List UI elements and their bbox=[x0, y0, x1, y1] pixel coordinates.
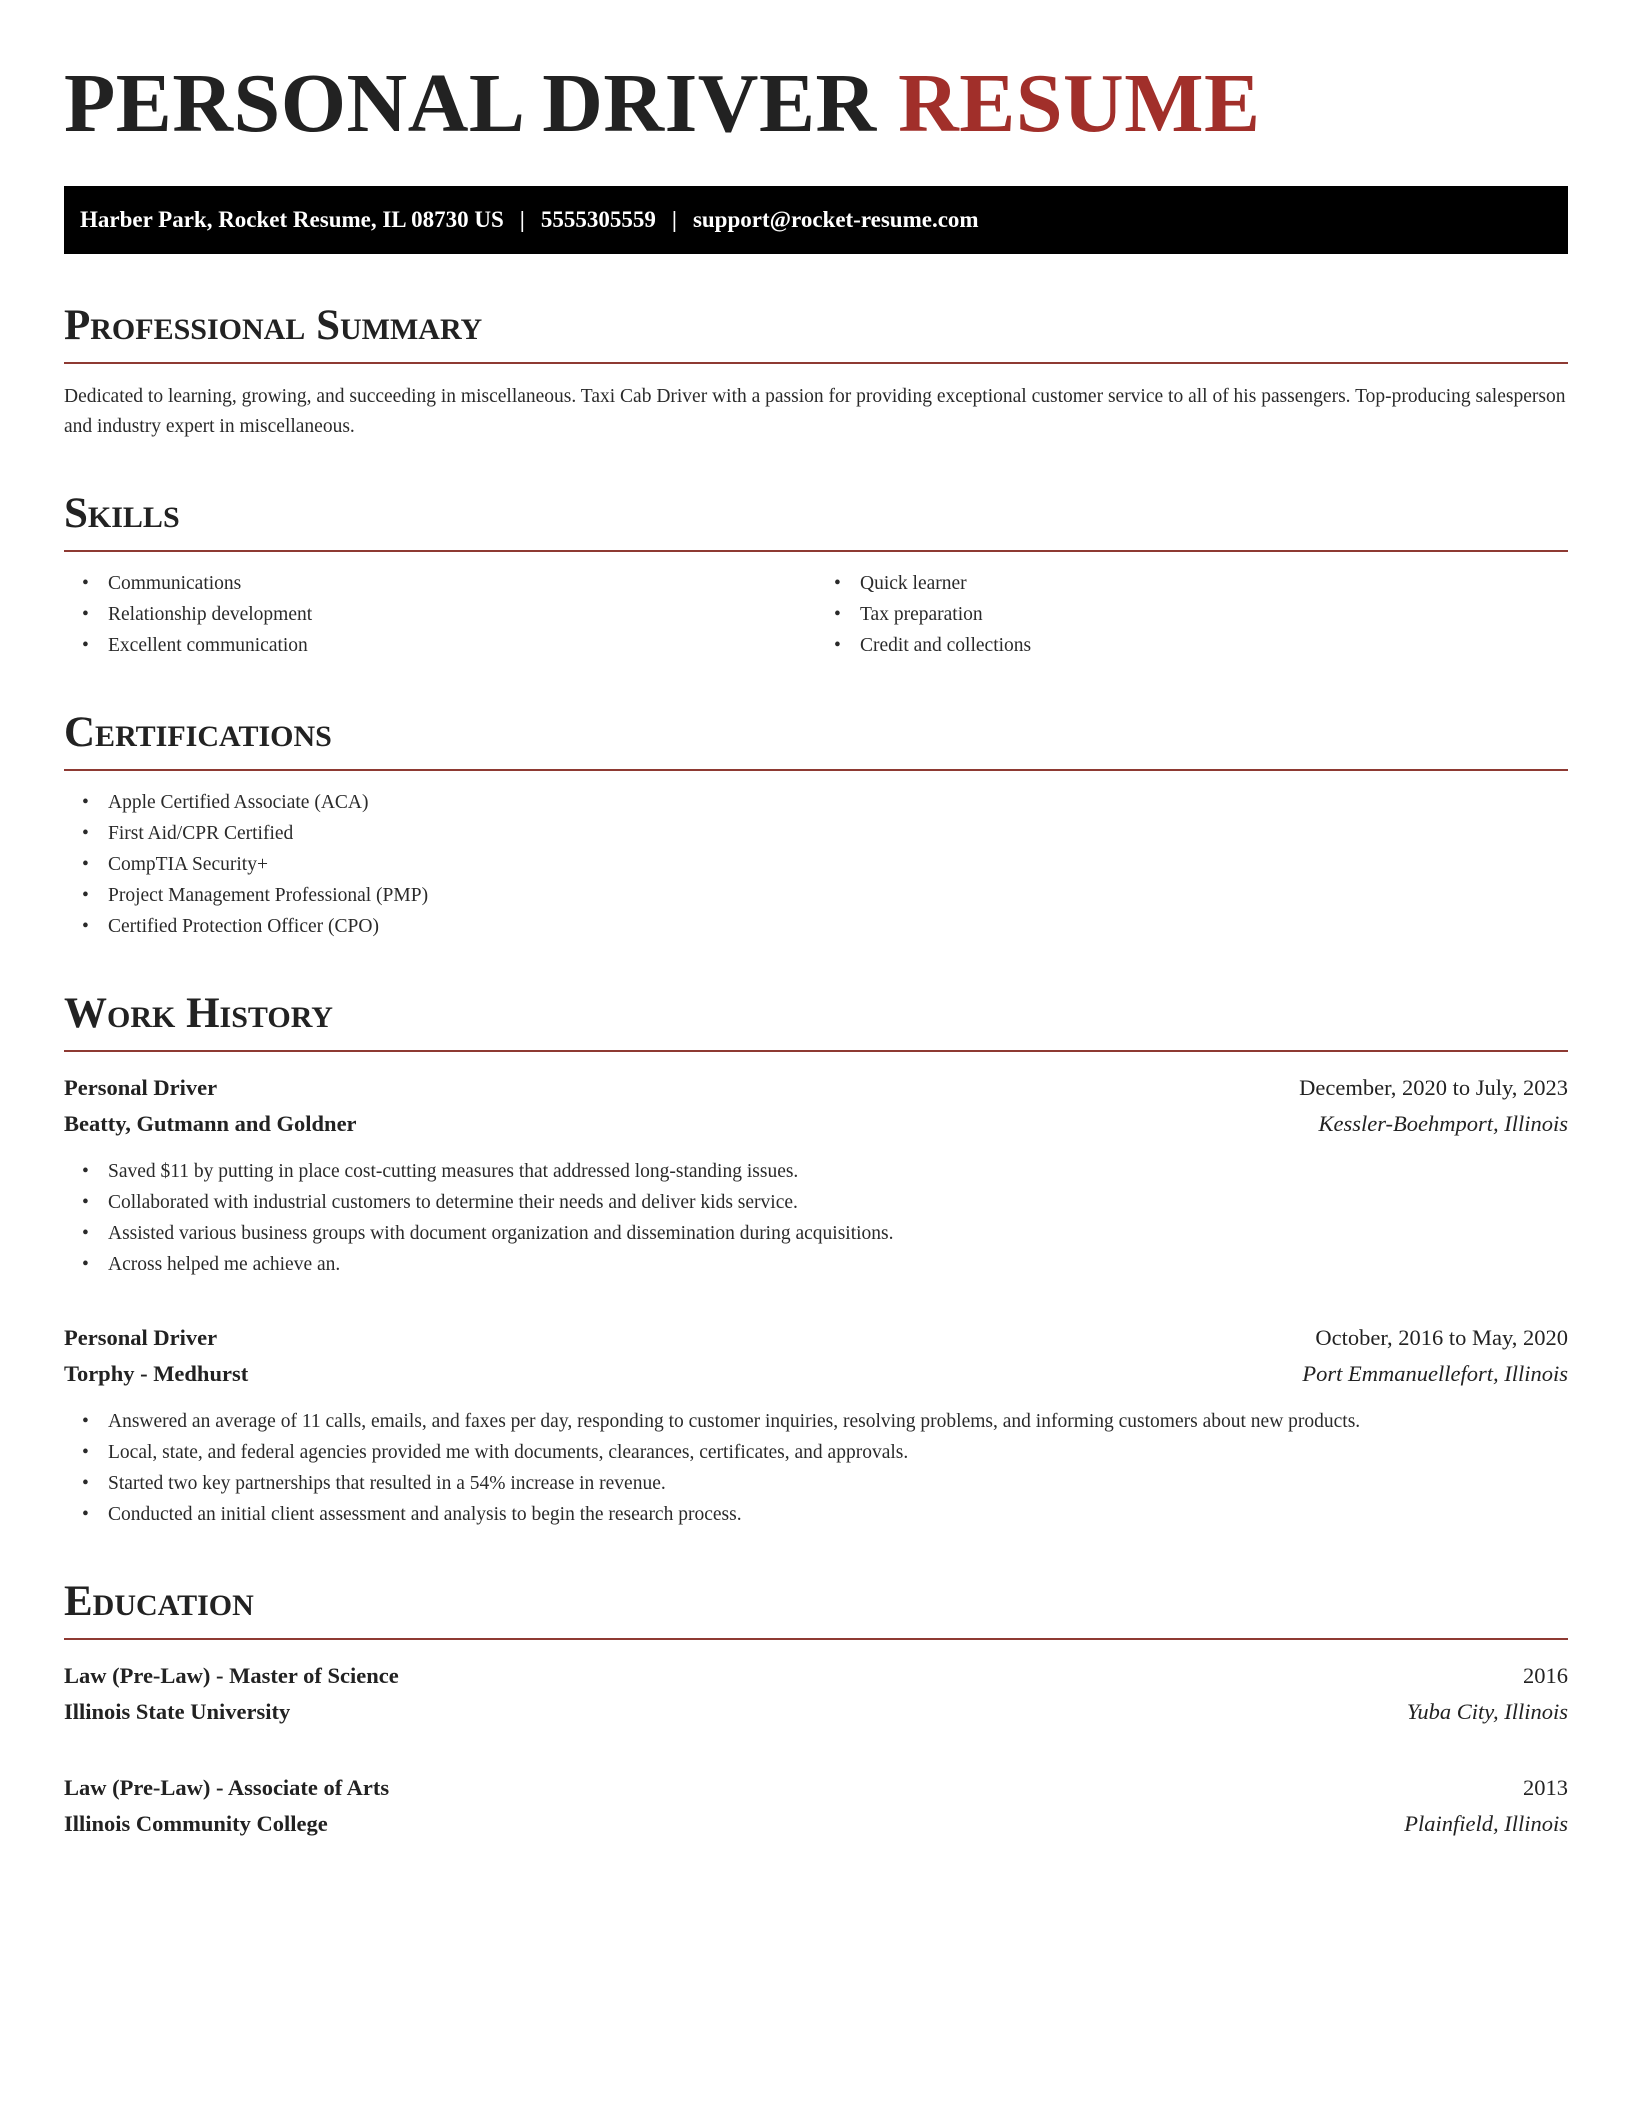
contact-bar bbox=[64, 186, 1568, 254]
certification-item: • CompTIA Security+ bbox=[108, 849, 1568, 880]
job-bullets bbox=[64, 1156, 1568, 1280]
education-school: Illinois State University bbox=[64, 1699, 291, 1724]
summary-text: Dedicated to learning, growing, and succeeding in miscellaneous. Taxi Cab Driver with a passion for providing exceptional customer service to all of his passengers. Top-producing salesperson and industry expert in miscellaneous. bbox=[64, 386, 1566, 437]
job-entry bbox=[64, 1070, 1568, 1280]
job-bullet: • Local, state, and federal agencies provided me with documents, clearances, certificates, and approvals. bbox=[108, 1437, 1568, 1468]
job-bullet: • Assisted various business groups with document organization and dissemination during acquisitions. bbox=[108, 1218, 1568, 1249]
job-bullet: • Collaborated with industrial customers to determine their needs and deliver kids service. bbox=[108, 1187, 1568, 1218]
certification-item: • First Aid/CPR Certified bbox=[108, 818, 1568, 849]
job-company: Beatty, Gutmann and Goldner bbox=[64, 1111, 357, 1136]
certification-item: • Project Management Professional (PMP) bbox=[108, 880, 1568, 911]
job-dates: October, 2016 to May, 2020 bbox=[1315, 1325, 1568, 1350]
contact-separator: | bbox=[519, 207, 525, 232]
education-entry bbox=[64, 1658, 1568, 1730]
section-heading-summary: Professional Summary bbox=[64, 300, 1568, 364]
section-heading-work-history: Work History bbox=[64, 988, 1568, 1052]
education-degree: Law (Pre-Law) - Master of Science bbox=[64, 1663, 399, 1688]
skills-list-right bbox=[816, 568, 1568, 661]
education-school: Illinois Community College bbox=[64, 1811, 328, 1836]
education-location: Yuba City, Illinois bbox=[1406, 1699, 1568, 1724]
job-bullet: • Across helped me achieve an. bbox=[108, 1249, 1568, 1280]
contact-address: Harber Park, Rocket Resume, IL 08730 US bbox=[80, 207, 504, 232]
skill-item: • Quick learner bbox=[860, 568, 1568, 599]
job-title: Personal Driver bbox=[64, 1325, 218, 1350]
job-title: Personal Driver bbox=[64, 1075, 218, 1100]
job-dates: December, 2020 to July, 2023 bbox=[1299, 1075, 1568, 1100]
title-accent: RESUME bbox=[898, 57, 1261, 150]
certification-item: • Apple Certified Associate (ACA) bbox=[108, 787, 1568, 818]
job-bullet: • Answered an average of 11 calls, emails, and faxes per day, responding to customer inquiries, resolving problems, and informing customers about new products. bbox=[108, 1406, 1568, 1437]
education-year: 2016 bbox=[1523, 1663, 1568, 1688]
certification-item: • Certified Protection Officer (CPO) bbox=[108, 911, 1568, 942]
section-heading-certifications: Certifications bbox=[64, 707, 1568, 771]
job-entry bbox=[64, 1320, 1568, 1530]
skill-item: • Relationship development bbox=[108, 599, 816, 630]
job-title-row bbox=[64, 1320, 1568, 1356]
job-bullets bbox=[64, 1406, 1568, 1530]
skills-list-left bbox=[64, 568, 816, 661]
certifications-list bbox=[64, 787, 1568, 942]
skills-grid bbox=[64, 552, 1568, 661]
job-bullet: • Conducted an initial client assessment and analysis to begin the research process. bbox=[108, 1499, 1568, 1530]
education-year: 2013 bbox=[1523, 1775, 1568, 1800]
job-bullet: • Started two key partnerships that resulted in a 54% increase in revenue. bbox=[108, 1468, 1568, 1499]
job-company-row bbox=[64, 1106, 1568, 1142]
contact-email: support@rocket-resume.com bbox=[692, 207, 979, 232]
education-degree-row bbox=[64, 1658, 1568, 1694]
job-title-row bbox=[64, 1070, 1568, 1106]
education-school-row bbox=[64, 1694, 1568, 1730]
skill-item: • Excellent communication bbox=[108, 630, 816, 661]
skill-item: • Credit and collections bbox=[860, 630, 1568, 661]
section-heading-education: Education bbox=[64, 1576, 1568, 1640]
contact-phone: 5555305559 bbox=[540, 207, 656, 232]
education-school-row bbox=[64, 1806, 1568, 1842]
education-degree-row bbox=[64, 1770, 1568, 1806]
job-location: Port Emmanuellefort, Illinois bbox=[1302, 1361, 1568, 1386]
job-company: Torphy - Medhurst bbox=[64, 1361, 249, 1386]
resume-title bbox=[64, 56, 1568, 152]
job-bullet: • Saved $11 by putting in place cost-cutting measures that addressed long-standing issues. bbox=[108, 1156, 1568, 1187]
education-degree: Law (Pre-Law) - Associate of Arts bbox=[64, 1775, 390, 1800]
job-company-row bbox=[64, 1356, 1568, 1392]
section-heading-skills: Skills bbox=[64, 488, 1568, 552]
contact-separator: | bbox=[671, 207, 677, 232]
skill-item: • Tax preparation bbox=[860, 599, 1568, 630]
title-main: PERSONAL DRIVER bbox=[64, 57, 877, 150]
job-location: Kessler-Boehmport, Illinois bbox=[1318, 1111, 1568, 1136]
education-location: Plainfield, Illinois bbox=[1404, 1811, 1568, 1836]
skill-item: • Communications bbox=[108, 568, 816, 599]
education-entry bbox=[64, 1770, 1568, 1842]
